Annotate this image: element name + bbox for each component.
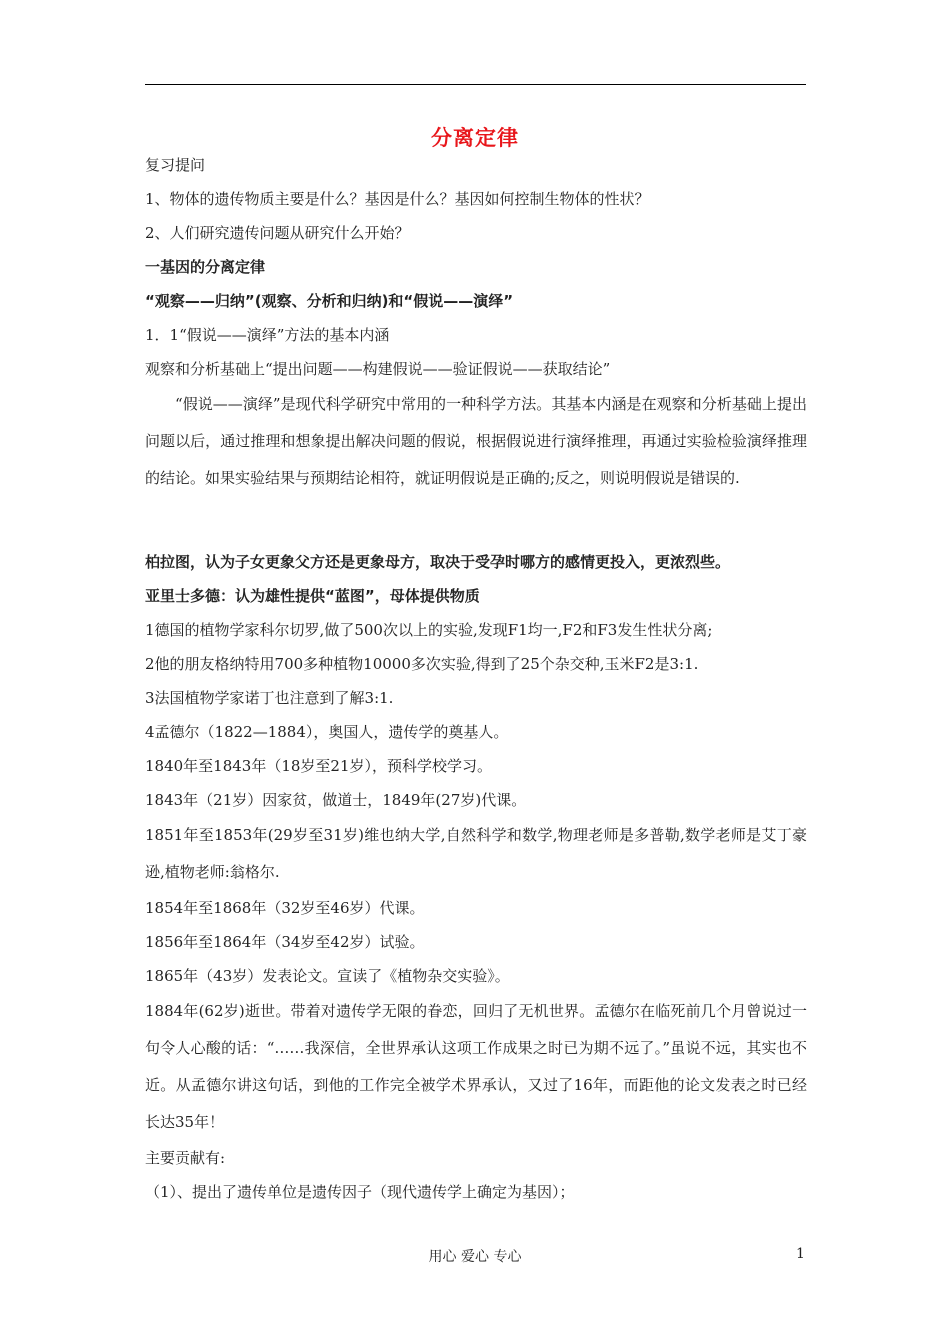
document-body <box>145 148 807 1209</box>
timeline-1851: 1851年至1853年(29岁至31岁)维也纳大学,自然科学和数学,物理老师是多普勒,数学老师是艾丁豪逊,植物老师:翁格尔. <box>145 826 807 881</box>
review-heading: 复习提问 <box>145 156 206 174</box>
list-item-2: 2他的朋友格纳特用700多种植物10000多次实验,得到了25个杂交种,玉米F2是3:1. <box>145 655 699 673</box>
timeline-1884: 1884年(62岁)逝世。带着对遗传学无限的眷恋，回归了无机世界。孟德尔在临死前几个月曾说过一句令人心酸的话：“……我深信，全世界承认这项工作成果之时已为期不远了。”虽说不远，其实也不近。从孟德尔讲这句话，到他的工作完全被学术界承认，又过了16年，而距他的论文发表之时已经长达35年！ <box>145 1002 807 1131</box>
page-title: 分离定律 <box>431 126 519 150</box>
question-2: 2、人们研究遗传问题从研究什么开始？ <box>145 224 410 242</box>
header-rule <box>145 84 806 85</box>
timeline-1856: 1856年至1864年（34岁至42岁）试验。 <box>145 933 425 951</box>
timeline-1854: 1854年至1868年（32岁至46岁）代课。 <box>145 899 425 917</box>
spacer <box>145 497 807 545</box>
subsection-1-1: 1．1“假说——演绎”方法的基本内涵 <box>145 326 390 344</box>
contribution-1: （1）、提出了遗传单位是遗传因子（现代遗传学上确定为基因）； <box>145 1183 575 1201</box>
section-subheading: “观察——归纳”(观察、分析和归纳)和“假说——演绎” <box>145 292 514 310</box>
list-item-4: 4孟德尔（1822—1884），奥国人，遗传学的奠基人。 <box>145 723 509 741</box>
plato-note: 柏拉图，认为子女更象父方还是更象母方，取决于受孕时哪方的感情更投入，更浓烈些。 <box>145 553 731 571</box>
method-paragraph: “假说——演绎”是现代科学研究中常用的一种科学方法。其基本内涵是在观察和分析基础上提出问题以后，通过推理和想象提出解决问题的假说，根据假说进行演绎推理，再通过实验检验演绎推理的结论。如果实验结果与预期结论相符，就证明假说是正确的;反之，则说明假说是错误的. <box>145 395 807 487</box>
timeline-1865: 1865年（43岁）发表论文。宣读了《植物杂交实验》。 <box>145 967 510 985</box>
question-1: 1、物体的遗传物质主要是什么？基因是什么？基因如何控制生物体的性状？ <box>145 190 650 208</box>
method-steps: 观察和分析基础上“提出问题——构建假说——验证假说——获取结论” <box>145 360 611 378</box>
list-item-3: 3法国植物学家诺丁也注意到了解3:1. <box>145 689 394 707</box>
contributions-heading: 主要贡献有: <box>145 1149 226 1167</box>
list-item-1: 1德国的植物学家科尔切罗,做了500次以上的实验,发现F1均一,F2和F3发生性状分离; <box>145 621 713 639</box>
footer-motto: 用心 爱心 专心 <box>428 1249 522 1265</box>
page-number: 1 <box>796 1246 805 1262</box>
timeline-1840: 1840年至1843年（18岁至21岁），预科学校学习。 <box>145 757 493 775</box>
section-heading: 一基因的分离定律 <box>145 258 266 276</box>
aristotle-note: 亚里士多德：认为雄性提供“蓝图”，母体提供物质 <box>145 587 480 605</box>
timeline-1843: 1843年（21岁）因家贫，做道士，1849年(27岁)代课。 <box>145 791 527 809</box>
